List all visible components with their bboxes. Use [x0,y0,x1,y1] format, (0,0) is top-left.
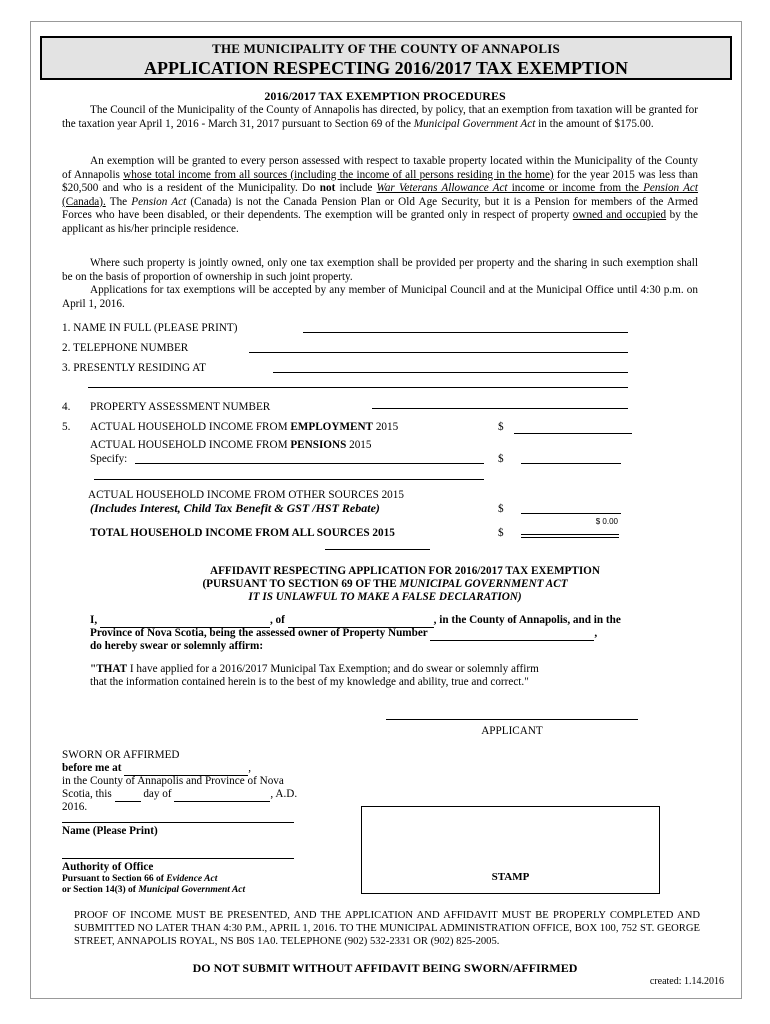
specify-field-2[interactable] [94,479,484,480]
false-declaration-warning: IT IS UNLAWFUL TO MAKE A FALSE DECLARATION) [248,591,522,603]
mga-reference: or Section 14(3) of Municipal Government Act [62,885,246,895]
total-underline-1 [521,534,619,535]
proof-of-income-notice: PROOF OF INCOME MUST BE PRESENTED, AND THE APPLICATION AND AFFIDAVIT MUST BE PROPERLY COMPLETED AND SUBMITTED NO LATER THAN 4:30 P.M., APRIL 1, 2016. TO THE MUNICIPAL ADMINISTRATION OFFICE, BOX 100, 752 ST. GEORGE STREET, ANNAPOLIS ROYAL, NS B0S 1A0. TELEPHONE (902) 532-2331 OR (902) 825-2005. [74,910,700,947]
dollar-sign: $ [498,527,504,539]
total-income-field[interactable] [520,517,620,531]
created-date: created: 1.14.2016 [649,976,724,987]
total-income-label: TOTAL HOUSEHOLD INCOME FROM ALL SOURCES 2015 [90,527,395,539]
procedures-paragraph-1: The Council of the Municipality of the County of Annapolis has directed, by policy, that an exemption from taxation will be granted for the taxation year April 1, 2016 - March 31, 2017 pursuant to Section 69 of the Municipal Government Act in the amount of $175.00. [62,104,698,130]
telephone-field[interactable] [249,352,628,353]
evidence-act-reference: Pursuant to Section 66 of Evidence Act [62,874,218,884]
authority-label: Authority of Office [62,861,154,873]
property-number-field[interactable] [430,627,594,641]
employment-income-field[interactable] [514,433,632,434]
other-income-field[interactable] [521,513,621,514]
sworn-date-line: Scotia, this day of , A.D. [62,788,297,802]
telephone-label: 2. TELEPHONE NUMBER [62,342,189,354]
affidavit-title: AFFIDAVIT RESPECTING APPLICATION FOR 2016/2017 TAX EXEMPTION [210,565,600,577]
dollar-sign: $ [498,421,504,433]
residing-label: 3. PRESENTLY RESIDING AT [62,362,206,374]
pensions-income-label: ACTUAL HOUSEHOLD INCOME FROM PENSIONS 2015 [90,439,372,451]
residing-field-1[interactable] [273,372,628,373]
specify-label: Specify: [90,453,128,465]
procedures-paragraph-2: An exemption will be granted to every person assessed with respect to taxable property located within the Municipality of the County of Annapolis whose total income from all sources (including the income of all persons residing in the home) for the year 2015 was less than $20,500 and who is a resident of the Municipality. Do not include War Veterans Allowance Act income or income from the Pension Act (Canada). The Pension Act (Canada) is not the Canada Pension Plan or Old Age Security, but it is a Pension for members of the Armed Forces who have been disabled, or their dependents. The exemption will be granted only in respect of property owned and occupied by the applicant as his/her principle residence. [62,155,699,235]
other-income-note: (Includes Interest, Child Tax Benefit & GST /HST Rebate) [90,501,380,515]
affidavit-line-2: Province of Nova Scotia, being the assessed owner of Property Number , [90,627,700,641]
affidavit-subtitle: (PURSUANT TO SECTION 69 OF THE MUNICIPAL GOVERNMENT ACT [202,578,568,590]
other-income-label: ACTUAL HOUSEHOLD INCOME FROM OTHER SOURCES 2015 [88,489,404,501]
sworn-day-field[interactable] [115,788,141,802]
sworn-county-line: in the County of Annapolis and Province of Nova [62,775,284,787]
procedures-title: 2016/2017 TAX EXEMPTION PROCEDURES [264,89,506,103]
applicant-label: APPLICANT [481,725,543,737]
affidavit-line-1: I, , of , in the County of Annapolis, and in the [90,614,700,628]
separator-line [325,549,430,550]
official-name-label: Name (Please Print) [62,825,158,837]
total-underline-2 [521,537,619,538]
employment-income-label: ACTUAL HOUSEHOLD INCOME FROM EMPLOYMENT 2015 [90,421,399,433]
assessment-label: PROPERTY ASSESSMENT NUMBER [90,401,271,413]
residing-field-2[interactable] [88,387,628,388]
item-5-number: 5. [62,421,71,433]
applicant-signature-field[interactable] [386,719,638,720]
swear-statement: do hereby swear or solemnly affirm: [90,640,264,652]
sworn-year: 2016. [62,801,88,813]
dollar-sign: $ [498,503,504,515]
item-4-number: 4. [62,401,71,413]
dollar-sign: $ [498,453,504,465]
stamp-box [361,806,660,894]
pensions-income-field[interactable] [521,463,621,464]
name-field[interactable] [303,332,628,333]
stamp-label: STAMP [491,871,530,883]
header-banner [40,36,732,80]
specify-field[interactable] [135,463,484,464]
submission-warning: DO NOT SUBMIT WITHOUT AFFIDAVIT BEING SWORN/AFFIRMED [192,961,578,975]
sworn-before-me: before me at , [62,762,251,776]
total-income-value: $ 0.00 [595,517,618,526]
official-name-field[interactable] [62,822,294,823]
sworn-month-field[interactable] [174,788,270,802]
authority-field[interactable] [62,858,294,859]
affirmation-line-2: that the information contained herein is to the best of my knowledge and ability, true and correct." [90,676,529,688]
name-label: 1. NAME IN FULL (PLEASE PRINT) [62,322,238,334]
sworn-heading: SWORN OR AFFIRMED [62,749,180,761]
application-title: APPLICATION RESPECTING 2016/2017 TAX EXEMPTION [143,58,629,78]
municipality-title: THE MUNICIPALITY OF THE COUNTY OF ANNAPOLIS [212,41,560,56]
procedures-paragraph-4: Applications for tax exemptions will be accepted by any member of Municipal Council and at the Municipal Office until 4:30 p.m. on April 1, 2016. [62,284,698,310]
assessment-field[interactable] [372,408,628,409]
affirmation-line-1: "THAT I have applied for a 2016/2017 Municipal Tax Exemption; and do swear or solemnly affirm [90,663,539,675]
procedures-paragraph-3: Where such property is jointly owned, only one tax exemption shall be provided per property and the sharing in such exemption shall be on the basis of proportion of ownership in such joint property. [62,257,698,283]
